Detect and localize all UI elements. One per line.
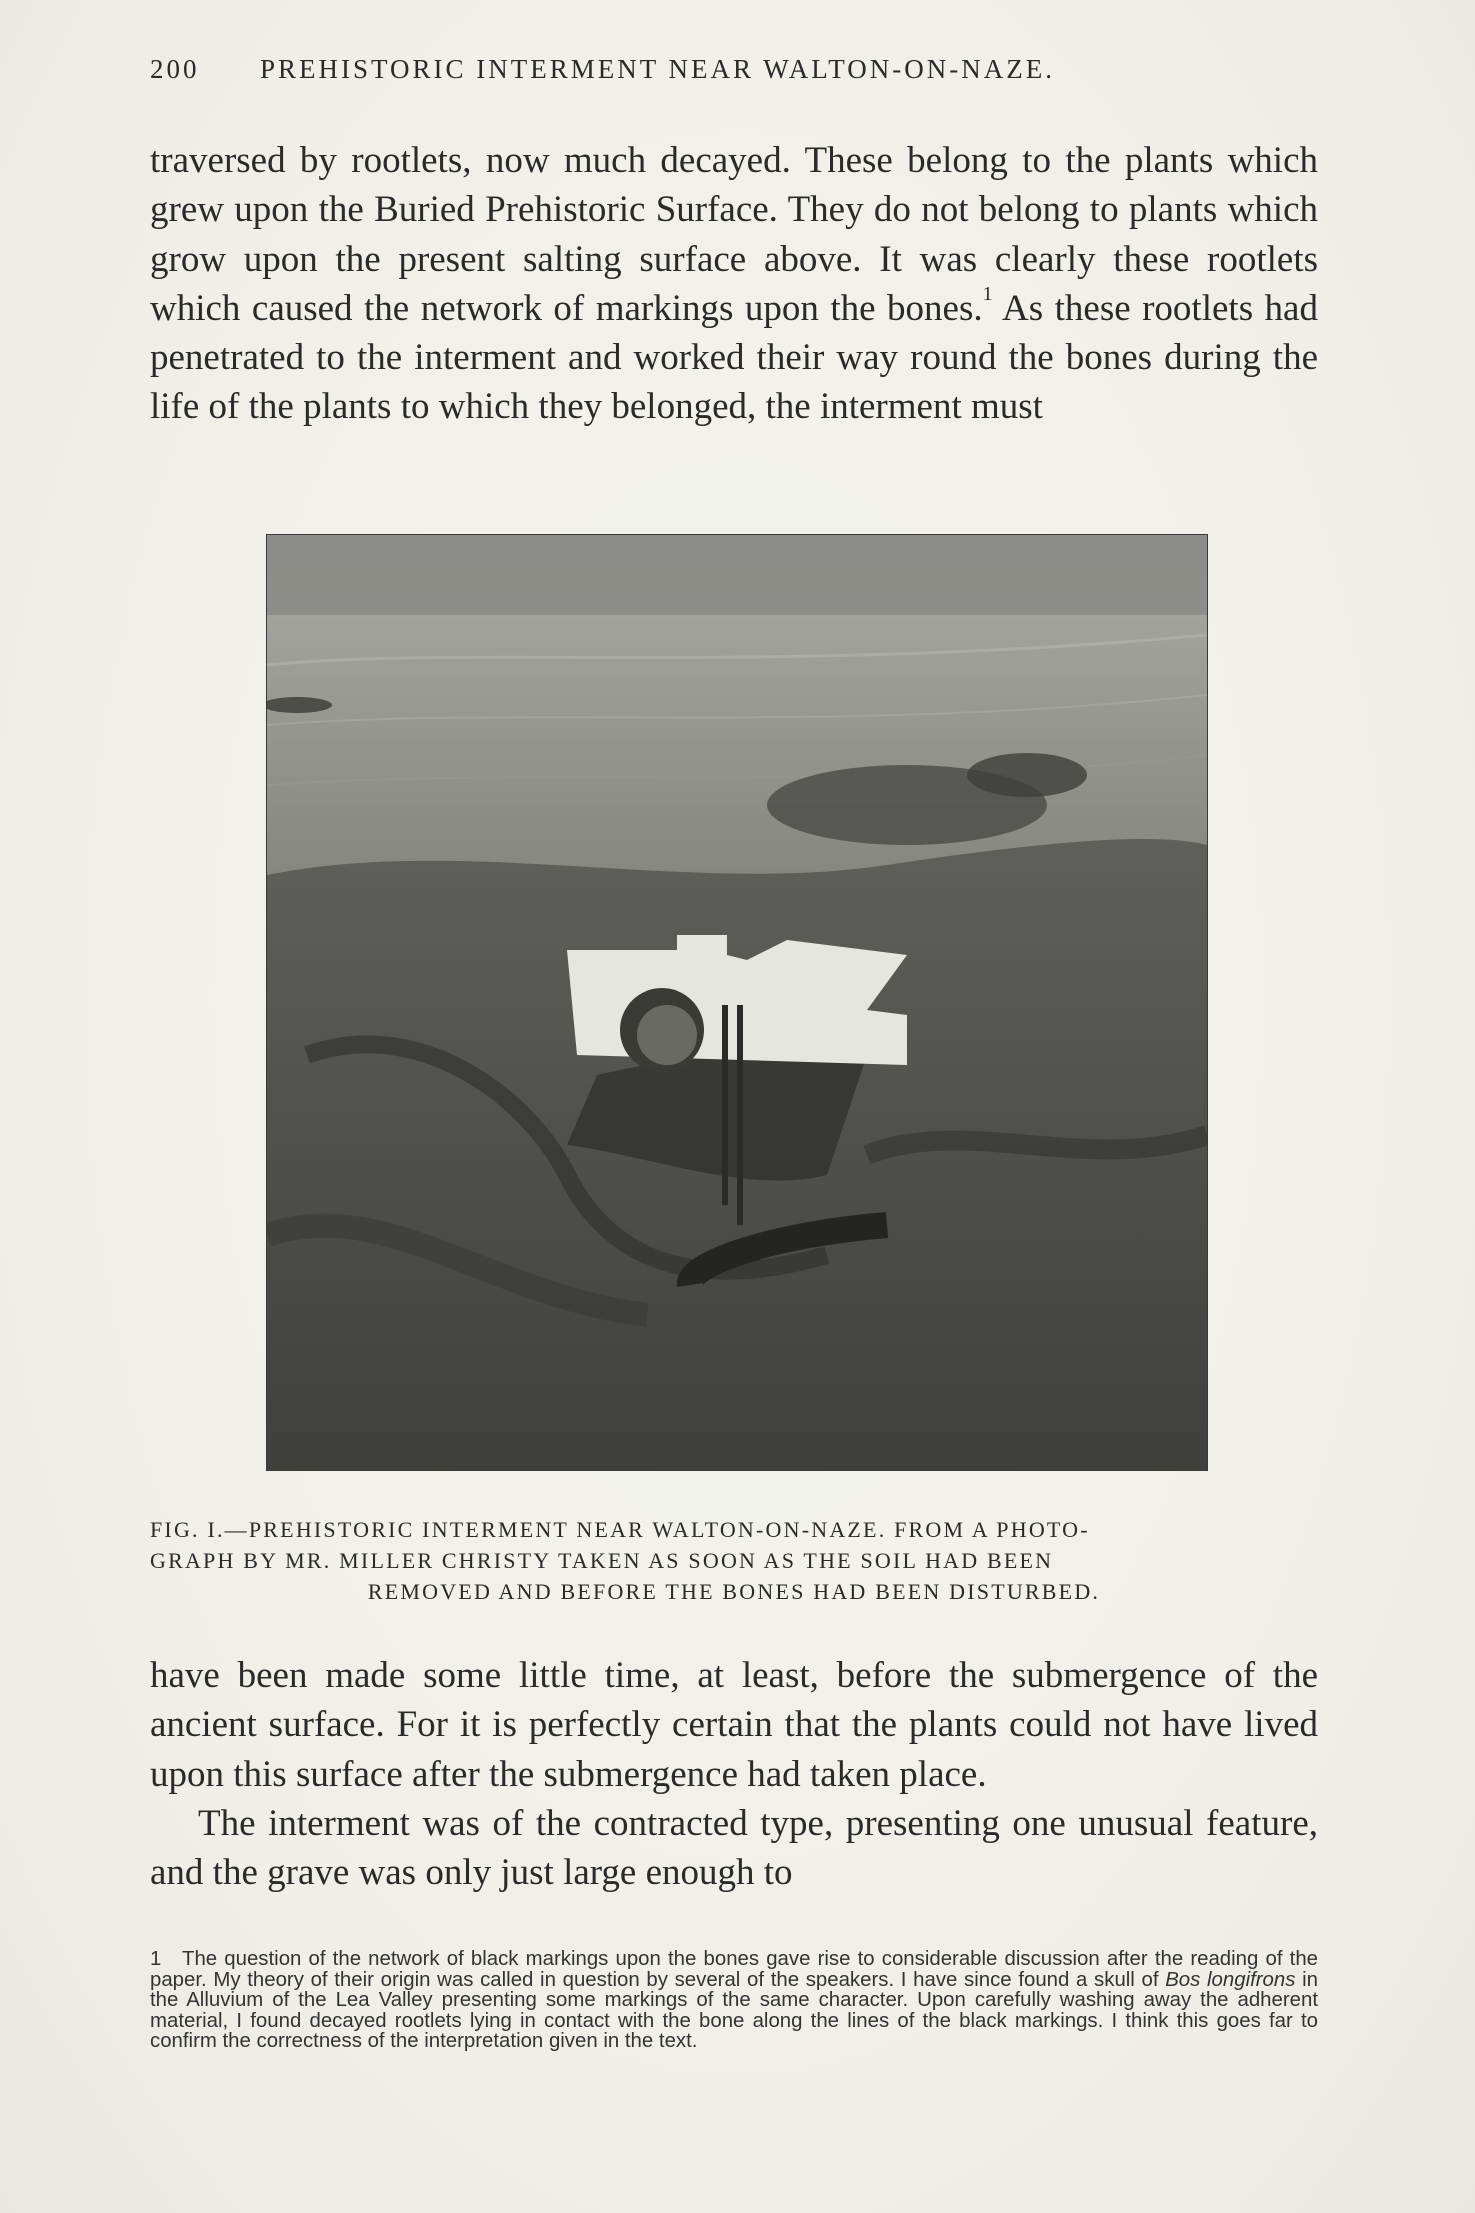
running-title: PREHISTORIC INTERMENT NEAR WALTON-ON-NAZE. [260,54,1056,84]
paragraph-continued: have been made some little time, at least, before the submergence of the ancient surface. For it is perfectly certain that the plants could not have lived upon this surface after the submergence had taken place. [150,1655,1318,1795]
bottom-paragraphs [150,1651,1318,1897]
figure-caption [150,1514,1318,1607]
footnote [150,1949,1318,2052]
species-name: Bos longifrons [1165,1968,1296,1991]
paragraph-text-part: traversed by rootlets, now much decayed. These belong to the plants which grew upon the Buried Prehistoric Surface. They do not belong to plants which grow upon the present salting surface above. It was clearly these rootlets which caused the network of markings upon the bones. [150,140,1318,329]
page-number: 200 [150,54,200,84]
footnote-text-part: in the Alluvium of the Lea Valley presenting some markings of the same character. Upon carefully washing away the adherent material, I found decayed rootlets lying in contact with the bone along the lines of the black markings. I think this goes far to confirm the correctness of the interpretation given in the text. [150,1968,1318,2053]
figure-photograph [266,534,1208,1471]
caption-line: GRAPH BY MR. MILLER CHRISTY TAKEN AS SOON AS THE SOIL HAD BEEN [150,1548,1054,1573]
caption-line: FIG. I.—PREHISTORIC INTERMENT NEAR WALTON-ON-NAZE. FROM A PHOTO- [150,1517,1090,1542]
top-paragraph [150,136,1318,432]
footnote-text-part: The question of the network of black markings upon the bones gave rise to considerable discussion after the reading of the paper. My theory of their origin was called in question by several of the speakers. I have since found a skull of [150,1948,1318,1991]
footnote-marker: 1 [150,1948,162,1970]
caption-line: REMOVED AND BEFORE THE BONES HAD BEEN DISTURBED. [367,1579,1101,1604]
footnote-text [150,1949,1318,2052]
running-head [150,54,1330,85]
footnote-reference: 1 [982,282,993,305]
paragraph-text [150,136,1318,432]
grave-photo-illustration [267,535,1207,1470]
paragraph-next: The interment was of the contracted type, presenting one unusual feature, and the grave was only just large enough to [150,1802,1318,1894]
paragraph-text-part: As these rootlets had penetrated to the interment and worked their way round the bones during the life of the plants to which they belonged, the interment must [150,287,1318,428]
